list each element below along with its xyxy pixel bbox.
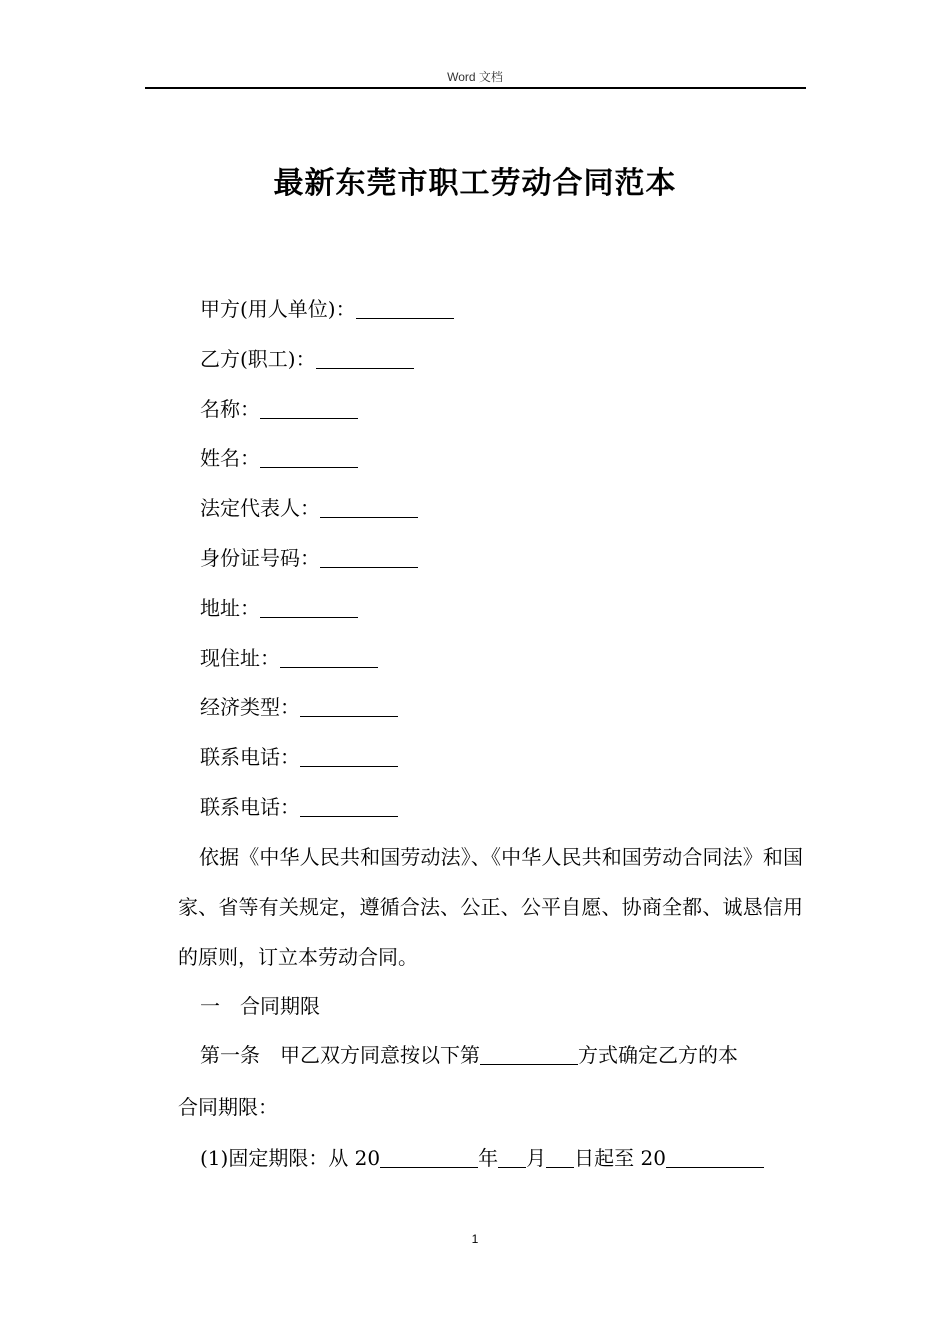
- field-label: 地址：: [200, 596, 260, 620]
- document-title: 最新东莞市职工劳动合同范本: [273, 166, 677, 201]
- blank-line: [260, 398, 358, 419]
- article-1-line2: 合同期限：: [178, 1095, 278, 1119]
- blank-line: [316, 348, 414, 369]
- field-label: 身份证号码：: [200, 546, 320, 570]
- blank-line: [546, 1147, 574, 1168]
- clause-1-year: 年: [478, 1146, 499, 1170]
- blank-line: [380, 1147, 478, 1168]
- blank-line: [320, 497, 418, 518]
- article-1-text-after: 方式确定乙方的本: [578, 1043, 738, 1067]
- field-row: [200, 445, 358, 471]
- field-label: 联系电话：: [200, 795, 300, 819]
- field-label: 法定代表人：: [200, 496, 320, 520]
- field-row: [200, 645, 378, 671]
- field-row: [200, 495, 418, 521]
- article-1-line1: [200, 1042, 738, 1068]
- field-label: 名称：: [200, 397, 260, 421]
- blank-line: [280, 647, 378, 668]
- clause-1-part4: 日起至 20: [574, 1146, 666, 1170]
- field-row: [200, 296, 454, 322]
- blank-line: [300, 796, 398, 817]
- blank-line: [666, 1147, 764, 1168]
- blank-line: [480, 1044, 578, 1065]
- header-divider: [145, 87, 806, 89]
- page-header: Word 文档: [447, 70, 503, 84]
- clause-1-part1: (1)固定期限：从 20: [200, 1146, 381, 1170]
- field-row: [200, 595, 358, 621]
- blank-line: [260, 597, 358, 618]
- page-number: 1: [471, 1232, 479, 1246]
- field-label: 现住址：: [200, 646, 280, 670]
- field-label: 乙方(职工)：: [200, 347, 316, 371]
- blank-line: [260, 447, 358, 468]
- field-label: 甲方(用人单位)：: [200, 297, 356, 321]
- field-label: 姓名：: [200, 446, 260, 470]
- intro-paragraph: 依据《中华人民共和国劳动法》、《中华人民共和国劳动合同法》和国家、省等有关规定，遵循合法、公正、公平自愿、协商全都、诚恳信用的原则，订立本劳动合同。: [178, 845, 803, 969]
- clause-1-month: 月: [526, 1146, 547, 1170]
- blank-line: [300, 696, 398, 717]
- section-heading: 一 合同期限: [200, 994, 320, 1018]
- field-label: 经济类型：: [200, 695, 300, 719]
- field-row: [200, 694, 398, 720]
- field-row: [200, 545, 418, 571]
- blank-line: [356, 298, 454, 319]
- article-1-text-before: 第一条 甲乙双方同意按以下第: [200, 1043, 480, 1067]
- blank-line: [498, 1147, 526, 1168]
- blank-line: [300, 746, 398, 767]
- blank-line: [320, 547, 418, 568]
- field-row: [200, 744, 398, 770]
- clause-1: [200, 1145, 764, 1171]
- field-row: [200, 346, 414, 372]
- field-row: [200, 396, 358, 422]
- field-row: [200, 794, 398, 820]
- field-label: 联系电话：: [200, 745, 300, 769]
